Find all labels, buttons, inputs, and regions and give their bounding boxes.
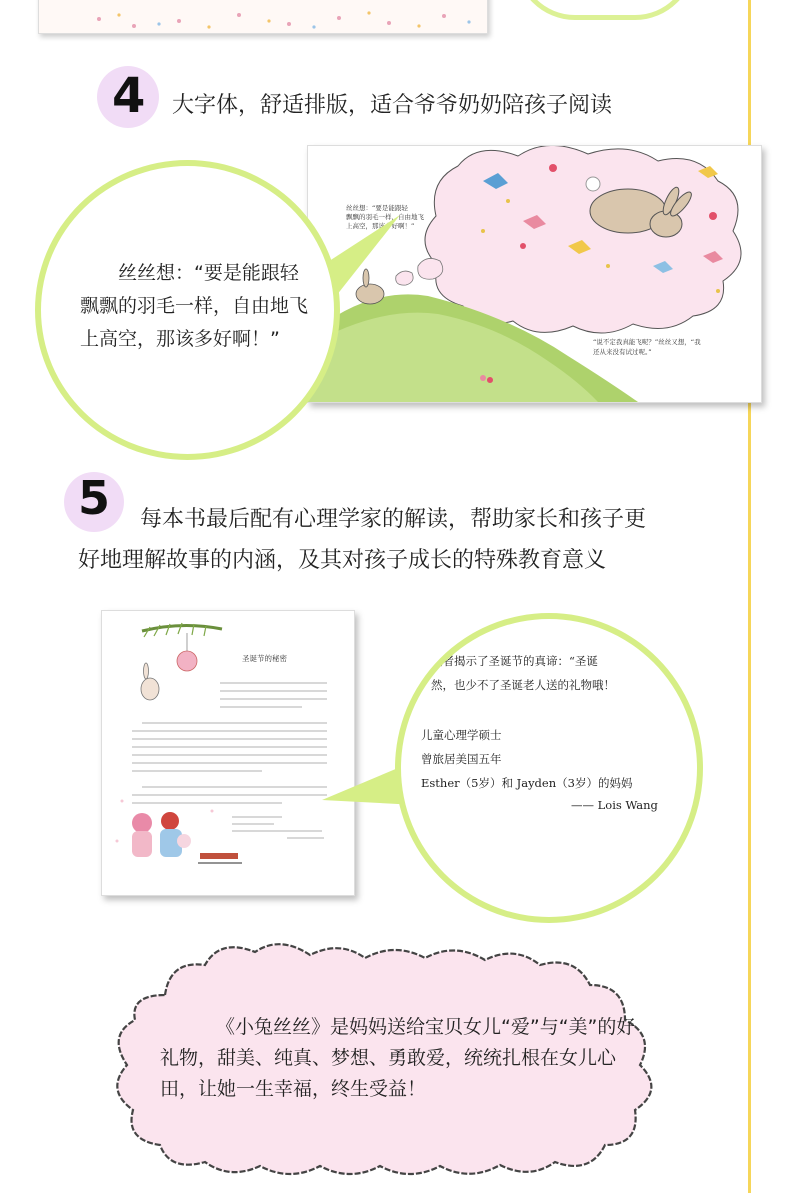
section-4-heading: 大字体，舒适排版，适合爷爷奶奶陪孩子阅读 [172,93,613,118]
signature-line2: 曾旅居美国五年 [421,752,502,766]
confetti-decoration [39,0,487,33]
section-number-5: 5 [78,471,111,525]
bubble-5-line2: 然，也少不了圣诞老人送的礼物哦！ [431,678,615,692]
svg-text:飘飘的羽毛一样，自由地飞: 飘飘的羽毛一样，自由地飞 [346,213,424,221]
bubble-4-text: 丝丝想：“要是能跟轻飘飘的羽毛一样，自由地飞上高空，那该多好啊！” [80,262,309,350]
previous-bubble-arc [515,0,695,20]
previous-section-illustration [38,0,488,34]
svg-text:“说不定我真能飞呢？”丝丝又想，“我: “说不定我真能飞呢？”丝丝又想，“我 [593,338,701,346]
svg-text:上高空，那该多好啊！”: 上高空，那该多好啊！” [346,222,415,230]
sample-page-illustration-5 [101,610,355,896]
signature-line4: —— Lois Wang [571,798,658,812]
section-number-4: 4 [112,68,146,124]
signature-line1: 儿童心理学硕士 [421,728,502,742]
svg-text:还从来没有试过呢。”: 还从来没有试过呢。” [593,348,652,356]
zoom-bubble-5-content [401,619,697,917]
svg-text:丝丝想：“要是能跟轻: 丝丝想：“要是能跟轻 [346,204,408,212]
bubble-5-line1: 读者揭示了圣诞节的真谛：“圣诞 [431,654,598,668]
section-5-heading-line2: 好地理解故事的内涵，及其对孩子成长的特殊教育意义 [78,548,607,573]
page-5-title: 圣诞节的秘密 [242,654,287,663]
closing-text: 《小兔丝丝》是妈妈送给宝贝女儿“爱”与“美”的好礼物，甜美、纯真、梦想、勇敢爱，统统扎根在女儿心田，让她一生幸福，终生受益！ [160,1016,636,1100]
section-5-heading-line1: 每本书最后配有心理学家的解读，帮助家长和孩子更 [140,507,647,532]
signature-line3: Esther（5岁）和 Jayden（3岁）的妈妈 [421,776,633,790]
christmas-page-illustration [102,611,354,895]
